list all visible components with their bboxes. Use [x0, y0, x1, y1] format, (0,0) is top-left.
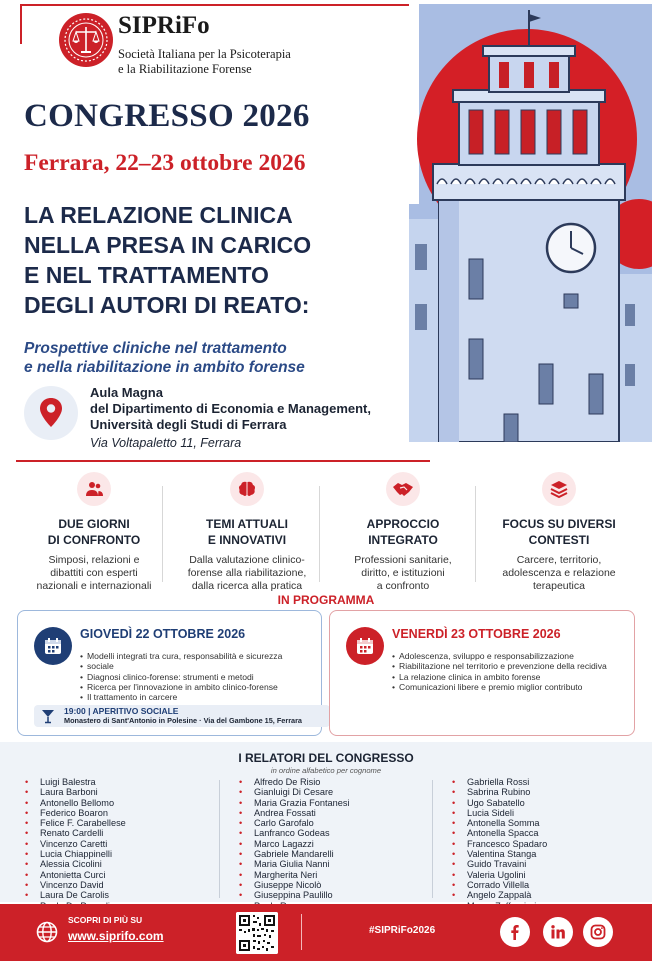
feature-title-line: INTEGRATO — [368, 533, 438, 547]
instagram-button[interactable] — [583, 917, 613, 947]
speaker-item: • Gabriele Mandarelli — [239, 849, 350, 859]
speakers-separator — [219, 780, 220, 898]
feature-desc-line: nazionali e internazionali — [36, 580, 152, 592]
title-line: DEGLI AUTORI DI REATO: — [24, 292, 310, 318]
feature-temi-attuali — [172, 472, 322, 593]
speaker-item: • Laura De Carolis — [25, 890, 126, 900]
feature-title-line: DI CONFRONTO — [47, 533, 141, 547]
feature-title — [484, 516, 634, 548]
linkedin-icon — [550, 924, 566, 940]
feature-desc-line: Professioni sanitarie, — [354, 554, 452, 566]
speaker-item: • Antonietta Curci — [25, 870, 126, 880]
city-date: Ferrara, 22–23 ottobre 2026 — [24, 150, 306, 176]
title-line: E NEL TRATTAMENTO — [24, 262, 269, 288]
subtitle-line: Prospettive cliniche nel trattamento — [24, 340, 287, 357]
speakers-column — [239, 777, 350, 911]
feature-focus — [484, 472, 634, 593]
feature-title-line: FOCUS SU DIVERSI — [502, 517, 616, 531]
feature-desc-line: diritto, e istituzioni — [361, 567, 445, 579]
topic-item: • Il trattamento in carcere — [80, 692, 282, 702]
day-topics — [392, 651, 607, 692]
speaker-item: • Renato Cardelli — [25, 828, 126, 838]
speaker-item: • Sabrina Rubino — [452, 787, 547, 797]
topic-item: • Adolescenza, sviluppo e responsabilizzazione — [392, 651, 607, 661]
speaker-item: • Luigi Balestra — [25, 777, 126, 787]
brand-subtitle — [118, 47, 291, 77]
footer-separator — [301, 914, 302, 950]
speakers-column — [452, 777, 547, 911]
speaker-item: • Antonella Spacca — [452, 828, 547, 838]
aperitivo-banner — [34, 705, 330, 727]
speaker-item: • Maria Giulia Nanni — [239, 859, 350, 869]
speaker-item: • Gianluigi Di Cesare — [239, 787, 350, 797]
subtitle-line: e nella riabilitazione in ambito forense — [24, 359, 305, 376]
speaker-item: • Angelo Zappalà — [452, 890, 547, 900]
speaker-item: • Francesco Spadaro — [452, 839, 547, 849]
speaker-item: • Laura Barboni — [25, 787, 126, 797]
topic-item: • Ricerca per l'innovazione in ambito clinico-forense — [80, 682, 282, 692]
feature-desc-line: dibattiti con esperti — [50, 567, 138, 579]
feature-approccio — [328, 472, 478, 593]
feature-title — [19, 516, 169, 548]
title-line: NELLA PRESA IN CARICO — [24, 232, 312, 258]
speaker-item: • Lucia Sideli — [452, 808, 547, 818]
day-card-thursday — [17, 610, 322, 736]
website-link[interactable]: www.siprifo.com — [68, 929, 164, 943]
location-pin-icon — [24, 386, 78, 440]
feature-separator — [319, 486, 320, 582]
feature-desc-line: forense alla riabilitazione, — [187, 567, 307, 579]
feature-separator — [475, 486, 476, 582]
speaker-item: • Carlo Garofalo — [239, 818, 350, 828]
feature-title — [328, 516, 478, 548]
feature-title-line: E INNOVATIVI — [207, 533, 287, 547]
feature-description — [484, 554, 634, 593]
day-card-friday — [329, 610, 635, 736]
speaker-item: • Lucia Chiappinelli — [25, 849, 126, 859]
frame-line-top — [20, 4, 410, 6]
aperitivo-time: 19:00 | APERITIVO SOCIALE — [64, 706, 179, 716]
instagram-icon — [590, 924, 606, 940]
feature-desc-line: adolescenza e relazione — [502, 567, 616, 579]
feature-desc-line: terapeutica — [533, 580, 585, 592]
speaker-item: • Valeria Ugolini — [452, 870, 547, 880]
location-pin-badge — [24, 386, 78, 440]
speakers-separator — [432, 780, 433, 898]
topic-item: • Comunicazioni libere e premio miglior contributo — [392, 682, 607, 692]
calendar-badge — [34, 627, 72, 665]
feature-description — [19, 554, 169, 593]
feature-separator — [162, 486, 163, 582]
feature-title-line: CONTESTI — [528, 533, 590, 547]
feature-desc-line: Carcere, territorio, — [516, 554, 602, 566]
speaker-item: • Lanfranco Godeas — [239, 828, 350, 838]
feature-title-line: APPROCCIO — [366, 517, 440, 531]
speaker-item: • Federico Boaron — [25, 808, 126, 818]
section-divider — [16, 460, 430, 462]
speaker-item: • Felice F. Carabellese — [25, 818, 126, 828]
speaker-item: • Corrado Villella — [452, 880, 547, 890]
day-topics — [80, 651, 282, 702]
siprifo-logo-icon — [58, 12, 114, 68]
speaker-item: • Valentina Stanga — [452, 849, 547, 859]
speaker-item: • Antonella Somma — [452, 818, 547, 828]
linkedin-button[interactable] — [543, 917, 573, 947]
feature-icon-badge — [77, 472, 111, 506]
calendar-icon — [43, 636, 63, 656]
qr-code-icon[interactable] — [236, 912, 278, 954]
layers-icon — [549, 479, 569, 499]
venue-address: Via Voltapaletto 11, Ferrara — [90, 436, 242, 450]
speaker-item: • Maria Grazia Fontanesi — [239, 798, 350, 808]
topic-item: • Diagnosi clinico-forense: strumenti e metodi — [80, 672, 282, 682]
topic-item: • La relazione clinica in ambito forense — [392, 672, 607, 682]
speaker-item: • Vincenzo Caretti — [25, 839, 126, 849]
cocktail-glass-icon — [40, 708, 56, 724]
aperitivo-place: Monastero di Sant'Antonio in Polesine · Via del Gambone 15, Ferrara — [64, 716, 302, 725]
speaker-item: • Marco Lagazzi — [239, 839, 350, 849]
brand-subtitle-line: e la Riabilitazione Forense — [118, 62, 252, 76]
feature-icon-badge — [230, 472, 264, 506]
speaker-item: • Giuseppina Paulillo — [239, 890, 350, 900]
feature-title-line: TEMI ATTUALI — [206, 517, 288, 531]
brand-name: SIPRiFo — [118, 12, 210, 39]
topic-item: • Riabilitazione nel territorio e prevenzione della recidiva — [392, 661, 607, 671]
feature-description — [172, 554, 322, 593]
venue-line: Università degli Studi di Ferrara — [90, 417, 287, 432]
speaker-item: • Gabriella Rossi — [452, 777, 547, 787]
facebook-icon — [507, 924, 523, 940]
congress-title: CONGRESSO 2026 — [24, 98, 310, 134]
clock-tower-illustration — [409, 4, 652, 442]
feature-desc-line: Dalla valutazione clinico- — [189, 554, 305, 566]
topic-item: • Modelli integrati tra cura, responsabilità e sicurezza — [80, 651, 282, 661]
speaker-item: • Antonello Bellomo — [25, 798, 126, 808]
speakers-column — [25, 777, 126, 911]
feature-due-giorni — [19, 472, 169, 593]
hashtag: #SIPRiFo2026 — [369, 925, 436, 936]
feature-desc-line: Simposi, relazioni e — [48, 554, 140, 566]
discover-label: SCOPRI DI PIÙ SU — [68, 915, 143, 925]
venue-line: Aula Magna — [90, 385, 163, 400]
feature-title — [172, 516, 322, 548]
feature-desc-line: dalla ricerca alla pratica — [191, 580, 303, 592]
speaker-item: • Andrea Fossati — [239, 808, 350, 818]
calendar-badge — [346, 627, 384, 665]
venue — [90, 385, 371, 433]
footer — [0, 904, 652, 961]
facebook-button[interactable] — [500, 917, 530, 947]
program-heading: IN PROGRAMMA — [277, 593, 375, 607]
subtitle — [24, 339, 404, 377]
frame-line-left — [20, 4, 22, 44]
topic-item-continuation: • sociale — [80, 661, 282, 671]
speaker-item: • Alfredo De Risio — [239, 777, 350, 787]
main-title — [24, 200, 404, 320]
speaker-item: • Guido Travaini — [452, 859, 547, 869]
handshake-icon — [392, 479, 414, 499]
speaker-item: • Margherita Neri — [239, 870, 350, 880]
globe-icon — [36, 921, 58, 943]
calendar-icon — [355, 636, 375, 656]
speaker-item: • Giuseppe Nicolò — [239, 880, 350, 890]
feature-title-line: DUE GIORNI — [58, 517, 130, 531]
feature-icon-badge — [542, 472, 576, 506]
day-title: GIOVEDÌ 22 OTTOBRE 2026 — [80, 627, 246, 641]
feature-desc-line: a confronto — [376, 580, 430, 592]
people-icon — [84, 479, 104, 499]
day-title: VENERDÌ 23 OTTOBRE 2026 — [392, 627, 561, 641]
speakers-note: in ordine alfabetico per cognome — [270, 766, 382, 775]
speakers-title: I RELATORI DEL CONGRESSO — [238, 751, 414, 765]
brain-icon — [237, 479, 257, 499]
speaker-item: • Ugo Sabatello — [452, 798, 547, 808]
feature-icon-badge — [386, 472, 420, 506]
brand-subtitle-line: Società Italiana per la Psicoterapia — [118, 47, 291, 61]
speaker-item: • Alessia Cicolini — [25, 859, 126, 869]
feature-description — [328, 554, 478, 593]
speaker-item: • Vincenzo David — [25, 880, 126, 890]
venue-line: del Dipartimento di Economia e Management, — [90, 401, 371, 416]
title-line: LA RELAZIONE CLINICA — [24, 202, 293, 228]
